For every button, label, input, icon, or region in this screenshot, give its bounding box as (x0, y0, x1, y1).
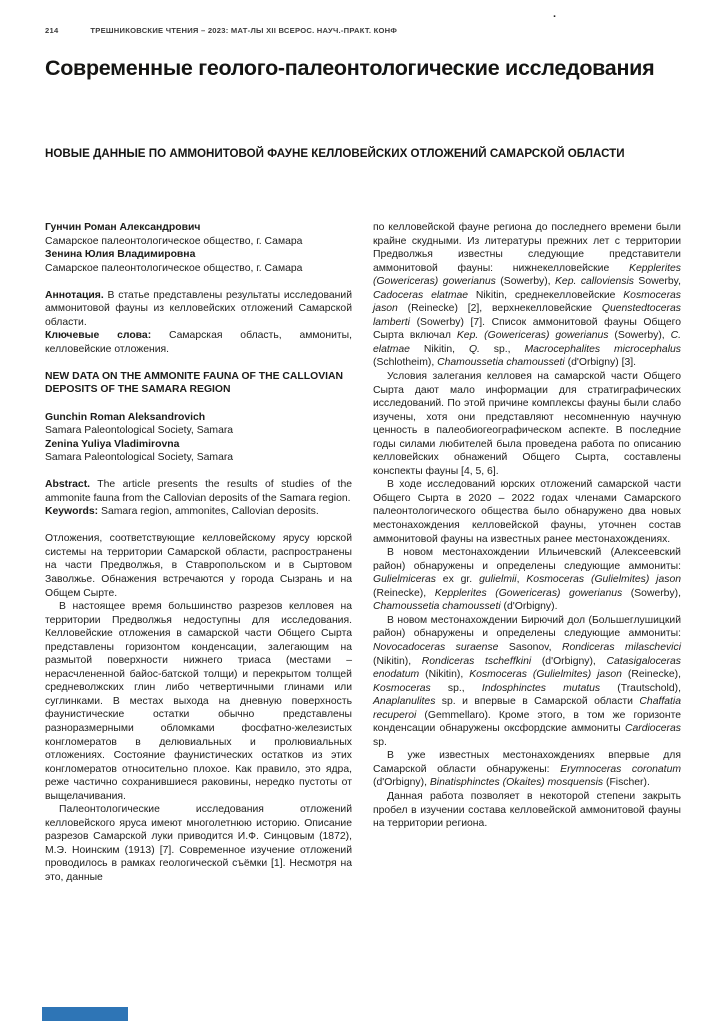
body-paragraph: В настоящее время большинство разрезов келловея на территории Предволжья недоступны для исследования. Келловейские отложения в самарской части Общего Сырта представлены горизонтом конденсации, залегающим на размытой поверхности нижнего триаса (местами – нерасчлененной байос-батской толщи) и перекрытом толщей средневолжских глин либо четвертичными глинами или суглинками. В местах выхода на дневную поверхность фаунистические остатки обычно представлены разноразмерными обломками фосфатно-железистых конгломератов в делювиальных и пролювиальных отложениях. Состояние фаунистических остатков из этих конгломератов относительно плохое. Как правило, это ядра, реже частично сохранившиеся раковины, нередко пустоты от выщелачивания. (45, 601, 352, 802)
author-affiliation-en: Samara Paleontological Society, Samara (45, 425, 234, 437)
abstract-paragraph: Abstract. The article presents the results of studies of the ammonite fauna from the Callovian deposits of the Samara region. (45, 479, 352, 504)
author-name-en: Gunchin Roman Aleksandrovich (45, 411, 206, 423)
body-paragraph: В ходе исследований юрских отложений самарской части Общего Сырта в 2020 – 2022 годах членами Самарского палеонтологического общества было обнаружено два новых местонахождения келловейской фауны, уточнен состав аммонитовой фауны на известных ранее местонахождениях. (373, 479, 681, 545)
body-paragraph: по келловейской фауне региона до последнего времени были крайне скудными. Из литературы прежних лет с территории Предволжья известны следующие представители аммонитовой фауны: нижнекелловейские Kepplerites (Gowericeras) gowerianus (Sowerby), Kep. calloviensis Sowerby, Cadoceras elatmae Nikitin, среднекелловейские Kosmoceras jason (Reinecke) [2], верхнекелловейские Quenstedtoceras lamberti (Sowerby) [7]. Список аммонитовой фауны Общего Сырта включал Kep. (Gowericeras) gowerianus (Sowerby), C. elatmae Nikitin, Q. sp., Macrocephalites microcephalus (Schlotheim), Chamoussetia chamousseti (d'Orbigny) [3]. (373, 222, 681, 369)
footer-accent-bar (42, 1007, 128, 1021)
article-title-en: NEW DATA ON THE AMMONITE FAUNA OF THE CALLOVIAN DEPOSITS OF THE SAMARA REGION (45, 370, 344, 396)
keywords-ru-paragraph: Ключевые слова: Самарская область, аммониты, келловейские отложения. (45, 330, 352, 355)
body-paragraph: В уже известных местонахождениях впервые для Самарской области обнаружены: Erymnoceras coronatum (d'Orbigny), Binatisphinctes (Okaites) mosquensis (Fischer). (373, 750, 682, 789)
author-name-en: Zenina Yuliya Vladimirovna (45, 438, 180, 450)
section-title: Современные геолого-палеонтологические исследования (45, 56, 655, 80)
page-number: 214 (45, 26, 59, 35)
body-paragraph: Данная работа позволяет в некоторой степени закрыть пробел в изучении состава келловейской аммонитовой фауны на территории региона. (373, 790, 681, 830)
author-affiliation-ru: Самарское палеонтологическое общество, г. Самара (45, 262, 303, 274)
authors-ru-block (45, 221, 352, 275)
body-paragraph: В новом местонахождении Ильичевский (Алексеевский район) обнаружены и определены следующие аммониты: Gulielmiceras ex gr. gulielmii, Kosmoceras (Gulielmites) jason (Reinecke), Kepplerites (Gowericeras) gowerianus (Sowerby), Chamoussetia chamousseti (d'Orbigny). (373, 547, 682, 613)
annotation-paragraph: Аннотация. В статье представлены результаты исследований аммонитовой фауны из келловейских отложений Самарской области. (45, 289, 352, 328)
article-title-ru: НОВЫЕ ДАННЫЕ ПО АММОНИТОВОЙ ФАУНЕ КЕЛЛОВЕЙСКИХ ОТЛОЖЕНИЙ САМАРСКОЙ ОБЛАСТИ (45, 147, 625, 160)
body-paragraph: Условия залегания келловея на самарской части Общего Сырта дают мало информации для стратиграфических исследований. По этой причине комплексы фауны были слабо изучены, хотя они представляют несомненную научную ценность в палеобиогеографическом аспекте. В последние годы силами любителей была проведена работа по описанию келловейских обнажений Общего Сырта, составлены конспекты фауны [4, 5, 6]. (373, 371, 681, 477)
keywords-en-paragraph: Keywords: Samara region, ammonites, Callovian deposits. (45, 506, 319, 518)
author-affiliation-ru: Самарское палеонтологическое общество, г. Самара (45, 235, 303, 247)
authors-en-block (45, 411, 352, 465)
body-paragraph: Отложения, соответствующие келловейскому ярусу юрской системы на территории Самарской области, распространены на части Предволжья, в Ставропольском и в Сыртовом Заволжье. Обнажения встречаются у города Сызрань и на Общем Сырте. (45, 533, 352, 599)
running-header (45, 26, 684, 35)
author-affiliation-en: Samara Paleontological Society, Samara (45, 452, 234, 464)
body-paragraph: Палеонтологические исследования отложений келловейского яруса имеют многолетнюю историю. Описание разрезов Самарской луки приводится И.Ф. Синцовым (1872), М.Э. Ноинским (1913) [7]. Современное изучение отложений проводилось в рамках геологической съёмки [1]. Несмотря на это, данные (45, 804, 352, 884)
author-name-ru: Гунчин Роман Александрович (45, 222, 201, 233)
body-paragraph: В новом местонахождении Бирючий дол (Большеглушицкий район) обнаружены и определены следующие аммониты: Novocadoceras suraense Sasonov, Rondiceras milaschevici (Nikitin), Rondiceras tscheffkini (d'Orbigny), Catasigaloceras enodatum (Nikitin), Kosmoceras (Gulielmites) jason (Reinecke), Kosmoceras sp., Indosphinctes mutatus (Trautschold), Anaplanulites sp. и впервые в Самарской области Chaffatia recuperoi (Gemmellaro). Кроме этого, в том же горизонте конденсации обнаружены оксфордские аммониты Cardioceras sp. (373, 614, 682, 748)
running-title: ТРЕШНИКОВСКИЕ ЧТЕНИЯ – 2023: МАТ-ЛЫ XII ВСЕРОС. НАУЧ.-ПРАКТ. КОНФ (90, 26, 398, 35)
stray-mark: . (553, 8, 557, 20)
left-column (45, 221, 352, 885)
right-column (373, 221, 681, 831)
author-name-ru: Зенина Юлия Владимировна (45, 249, 196, 261)
